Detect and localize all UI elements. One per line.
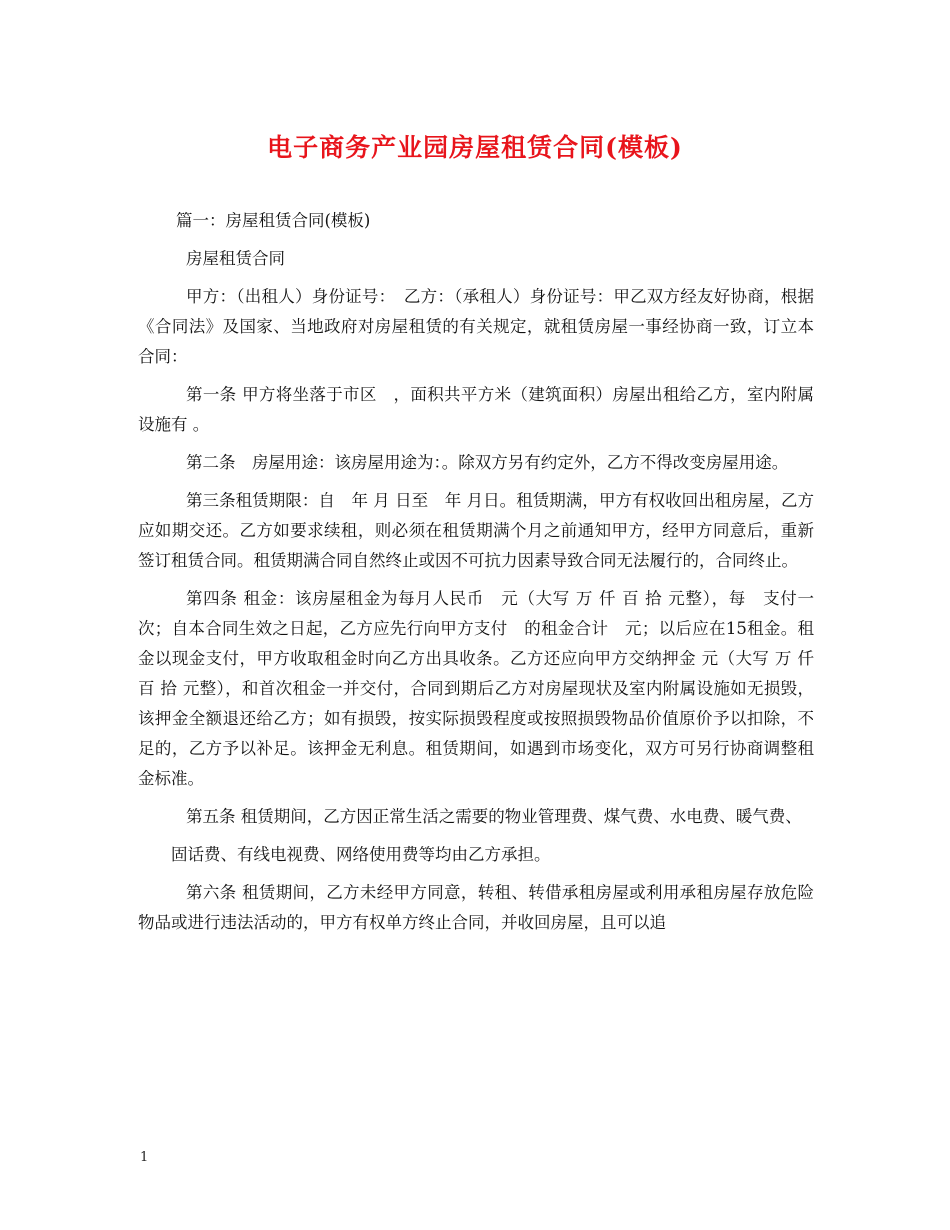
paragraph-article-1: 第一条 甲方将坐落于市区 ，面积共平方米（建筑面积）房屋出租给乙方，室内附属设施有 。 — [138, 385, 814, 434]
paragraph-parties: 甲方：（出租人）身份证号： 乙方：（承租人）身份证号：甲乙双方经友好协商，根据《合同法》及国家、当地政府对房屋租赁的有关规定，就租赁房屋一事经协商一致，订立本合同： — [138, 287, 814, 366]
paragraph-article-4: 第四条 租金：该房屋租金为每月人民币 元（大写 万 仟 百 拾 元整），每 支付一次；自本合同生效之日起，乙方应先行向甲方支付 的租金合计 元；以后应在15租金。租金以现金支付，甲方收取租金时向乙方出具收条。乙方还应向甲方交纳押金 元（大写 万 仟 百 拾 元整），和首次租金一并交付，合同到期后乙方对房屋现状及室内附属设施如无损毁，该押金全额退还给乙方；如有损毁，按实际损毁程度或按照损毁物品价值原价予以扣除，不足的，乙方予以补足。该押金无利息。租赁期间，如遇到市场变化，双方可另行协商调整租金标准。 — [138, 589, 814, 788]
paragraph-article-6: 第六条 租赁期间，乙方未经甲方同意，转租、转借承租房屋或利用承租房屋存放危险物品或进行违法活动的，甲方有权单方终止合同，并收回房屋，且可以追 — [138, 883, 814, 932]
paragraph-article-5: 第五条 租赁期间，乙方因正常生活之需要的物业管理费、煤气费、水电费、暖气费、 — [186, 807, 802, 826]
paragraph-article-5-cont: 固话费、有线电视费、网络使用费等均由乙方承担。 — [171, 845, 551, 864]
document-body — [138, 206, 814, 946]
page-number: 1 — [140, 1150, 149, 1165]
document-title: 电子商务产业园房屋租赁合同(模板) — [267, 133, 683, 162]
contract-heading: 房屋租赁合同 — [186, 249, 285, 268]
paragraph-article-3: 第三条租赁期限：自 年 月 日至 年 月日。租赁期满，甲方有权收回出租房屋，乙方应如期交还。乙方如要求续租，则必须在租赁期满个月之前通知甲方，经甲方同意后，重新签订租赁合同。租赁期满合同自然终止或因不可抗力因素导致合同无法履行的，合同终止。 — [138, 491, 814, 570]
section-heading: 篇一：房屋租赁合同(模板) — [176, 211, 371, 230]
paragraph-article-2: 第二条 房屋用途：该房屋用途为：。除双方另有约定外，乙方不得改变房屋用途。 — [186, 453, 789, 472]
